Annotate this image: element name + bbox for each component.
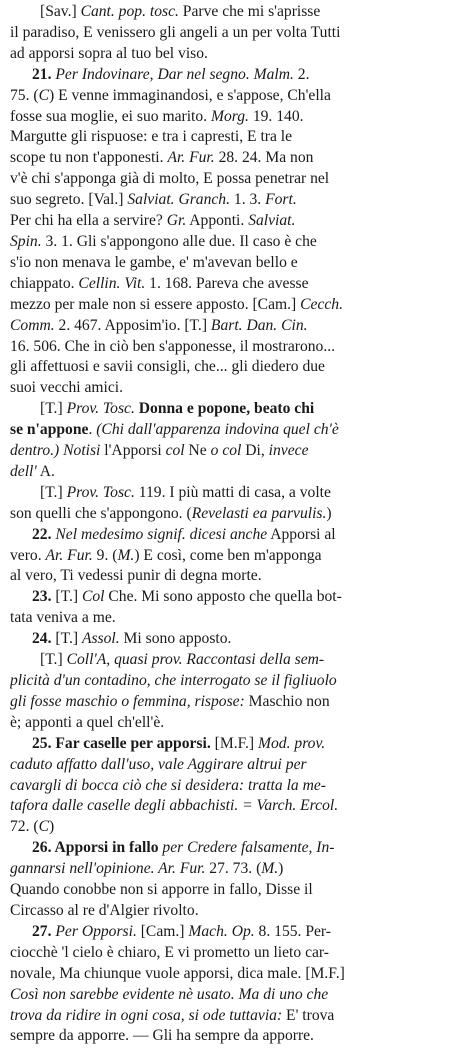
text-line [10,901,469,922]
text-run: A. [36,462,55,480]
text-line [10,274,469,295]
text-line [10,922,469,943]
text-run: [T.] [40,651,67,669]
text-run: [T.] [51,630,82,648]
italic-text: Per Opporsi. [55,922,137,940]
text-run: Mi sono apposto. [119,630,232,648]
italic-text: tafora dalle caselle degli abbachisti. = Varch. Ercol. [10,797,339,815]
text-line [10,546,469,567]
text-run: 1. 3. [230,191,266,209]
text-line [10,504,469,525]
italic-text: dell' [10,462,37,480]
text-run: 3. 1. Gli s'appongono alle due. Il caso è che [41,232,317,250]
italic-text: o col [210,442,242,460]
text-run: [T.] [51,588,82,606]
text-line [10,943,469,964]
text-run: scope tu non t'apponesti. [10,149,168,167]
text-line [10,587,469,608]
text-run: ) [278,860,284,878]
entry-number: 24. [32,630,52,648]
text-run: chiappato. [10,274,79,292]
text-line [10,86,469,107]
text-line [10,859,469,880]
text-run: il paradiso, E venissero gli angeli a un per volta Tutti [10,23,341,41]
italic-text: Cant. pop. tosc. [80,3,179,20]
text-run: ad apporsi sopra al tuo bel viso. [10,44,208,62]
italic-text: Salviat. Granch. [127,191,231,209]
text-run: [T.] [40,400,67,418]
italic-text: Ar. Fur. [167,149,215,167]
text-run: 16. 506. Che in ciò ben s'apponesse, il mostrarono... [10,337,336,355]
text-line [10,1006,469,1027]
text-line [10,776,469,797]
italic-text: Col [81,588,105,606]
text-run: Ne [184,442,211,460]
italic-text: Prov. Tosc. [66,483,135,501]
text-line [10,964,469,985]
text-line [10,23,469,44]
text-line [10,190,469,211]
entry-number: se n'appone [10,421,89,439]
italic-text: C [38,818,49,836]
italic-text: Mod. prov. [258,734,326,752]
text-run: Per chi ha ella a servire? [10,212,167,230]
italic-text: C [38,86,49,104]
text-run: v'è chi s'apponga già di molto, E possa penetrar nel [10,170,330,188]
text-run: suo segreto. [Val.] [10,191,128,209]
text-run: Apporsi al [267,525,336,543]
text-line [10,441,469,462]
italic-text: Gr. [166,212,187,230]
text-line [10,734,469,755]
entry-number: 22. [32,525,52,543]
text-run: suoi vecchi amici. [10,379,124,397]
italic-text: caduto affatto dall'uso, vale Aggirare altrui per [10,755,307,773]
text-line [10,127,469,148]
italic-text: M. [117,546,135,564]
text-run: Margutte gli rispuose: e tra i capresti, E tra le [10,128,293,146]
text-run: sempre da apporre. — Gli ha sempre da apporre. [10,1027,314,1045]
italic-text: Ar. Fur. [45,546,93,564]
italic-text: invece [268,442,309,460]
text-line [10,420,469,441]
italic-text: M. [261,860,279,878]
italic-text: (Chi dall'apparenza indovina quel ch'è [96,421,339,439]
text-line [10,483,469,504]
text-line [10,755,469,776]
italic-text: col [165,442,185,460]
text-run: . [88,421,97,439]
italic-text: trova da ridire in ogni cosa, si ode tuttavia: [10,1006,283,1024]
text-line [10,880,469,901]
italic-text: gli fosse maschio o femmina, rispose: [10,692,245,710]
text-run: fosse sua moglie, ei suo marito. [10,107,211,125]
text-run: è; apponti a quel ch'ell'è. [10,713,165,731]
italic-text: Prov. Tosc. [66,400,135,418]
text-run: l'Apporsi [100,442,166,460]
text-run: mezzo per male non si essere apposto. [Cam.] [10,295,301,313]
text-run: gli affettuosi e savii consigli, che... gli diedero due [10,358,325,376]
text-run: 2. [293,65,310,83]
text-run: ) E venne immaginandosi, e s'appose, Ch'ella [49,86,331,104]
text-run: Che. Mi sono apposto che quella bot- [104,588,342,606]
text-line [10,316,469,337]
text-run: 2. 467. Apposim'io. [T.] [54,316,211,334]
text-run: vero. [10,546,46,564]
text-line [10,817,469,838]
text-run: Maschio non [244,692,330,710]
entry-number: 23. [32,588,52,606]
italic-text: Cellin. Vit. [78,274,146,292]
text-run: [M.F.] [210,734,259,752]
italic-text: gannarsi nell'opinione. Ar. Fur. [10,860,206,878]
text-line [10,253,469,274]
text-run: novale, Ma chiunque vuole apporsi, dica male. [M.F.] [10,964,345,982]
text-line [10,525,469,546]
text-run: 8. 155. Per- [254,922,332,940]
text-run: Parve che mi s'aprisse [178,3,321,20]
entry-number: Donna e popone, beato chi [138,400,315,418]
text-line [10,629,469,650]
text-line [10,671,469,692]
text-run: 28. 24. Ma non [214,149,314,167]
text-line [10,566,469,587]
text-run: [T.] [40,483,67,501]
text-run: Quando conobbe non si apporre in fallo, Disse il [10,881,313,899]
text-line [10,713,469,734]
text-line [10,295,469,316]
text-line [10,650,469,671]
italic-text: dentro.) Notisi [10,442,101,460]
text-line [10,211,469,232]
text-run: 119. I più matti di casa, a volte [134,483,331,501]
italic-text: Fort. [265,191,297,209]
text-line [10,148,469,169]
italic-text: cavargli di bocca ciò che si desidera: tratta la me- [10,776,326,794]
text-run: 9. ( [92,546,118,564]
entry-number: 21. [32,65,52,83]
text-run: al vero, Ti vedessi punir di degna morte. [10,567,262,585]
text-run: [Sav.] [40,3,81,20]
entry-number: 26. Apporsi in fallo [32,839,159,857]
text-run: son quelli che s'appongono. ( [10,504,192,522]
text-line [10,44,469,65]
text-run: [Cam.] [136,922,189,940]
italic-text: Dar nel segno. Malm. [157,65,294,83]
text-line [10,107,469,128]
text-run: E' trova [282,1006,335,1024]
italic-text: plicità d'un contadino, che interrogato se il figliuolo [10,672,337,689]
text-run: 75. ( [10,86,39,104]
italic-text: per Credere falsamente, In- [162,839,335,857]
text-run: ) [326,504,332,522]
text-run: 27. 73. ( [205,860,262,878]
text-run: 1. 168. Pareva che avesse [145,274,309,292]
italic-text: Così non sarebbe evidente nè usato. Ma di uno che [10,985,329,1003]
text-line [10,2,469,23]
text-line [10,378,469,399]
italic-text: Per Indovinare [55,65,150,83]
text-line [10,608,469,629]
text-line [10,337,469,358]
text-line [10,796,469,817]
text-line [10,985,469,1006]
entry-number: 25. Far caselle per apporsi. [32,734,211,752]
italic-text: Bart. Dan. Cin. [210,316,308,334]
text-run: tata veniva a me. [10,609,116,627]
italic-text: Coll'A, quasi prov. Raccontasi della sem- [66,651,325,669]
entry-number: 27. [32,922,52,940]
italic-text: Morg. [210,107,249,125]
text-line [10,838,469,859]
text-line [10,65,469,86]
text-run: 19. 140. [248,107,304,125]
text-run: ) E così, come ben m'apponga [134,546,322,564]
text-run: Di, [241,442,269,460]
italic-text: Revelasti ea parvulis. [191,504,327,522]
text-run: , [149,65,158,83]
text-run: Apponti. [186,212,249,230]
text-run: ciocchè 'l cielo è chiaro, E vi prometto un lieto car- [10,943,330,961]
text-line [10,462,469,483]
italic-text: Cecch. [300,295,343,313]
italic-text: Spin. [10,232,42,250]
text-line [10,169,469,190]
text-run: 72. ( [10,818,39,836]
text-line [10,1026,469,1047]
text-run: ) [49,818,55,836]
text-line [10,399,469,420]
text-run: s'io non menava le gambe, e' m'avevan bello e [10,253,298,271]
italic-text: Nel medesimo signif. dicesi anche [55,525,268,543]
text-line [10,692,469,713]
italic-text: Assol. [81,630,120,648]
italic-text: Comm. [10,316,55,334]
italic-text: Salviat. [248,212,296,230]
italic-text: Mach. Op. [188,922,255,940]
text-line [10,232,469,253]
text-line [10,357,469,378]
text-run: Circasso al re d'Algier rivolto. [10,901,199,919]
